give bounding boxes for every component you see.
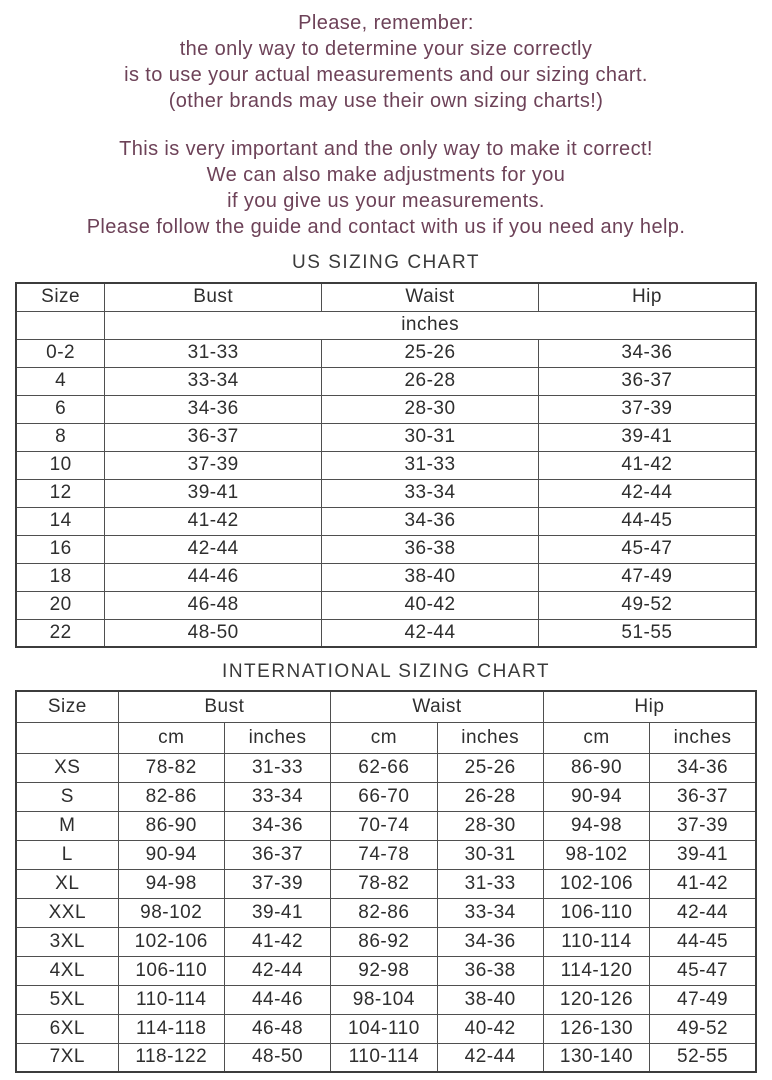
intro-line: if you give us your measurements. (227, 190, 545, 212)
measurement-cell: 86-92 (331, 927, 437, 956)
measurement-cell: 38-40 (322, 563, 539, 591)
table-row (16, 869, 756, 898)
table-row (16, 507, 756, 535)
table-row (16, 1043, 756, 1072)
measurement-cell: 28-30 (322, 395, 539, 423)
unit-cell-waist-cm: cm (331, 722, 437, 753)
size-cell: 4XL (16, 956, 118, 985)
measurement-cell: 38-40 (437, 985, 543, 1014)
table-row (16, 479, 756, 507)
unit-cell-waist-inches: inches (437, 722, 543, 753)
size-cell: 22 (16, 619, 105, 647)
measurement-cell: 42-44 (437, 1043, 543, 1072)
measurement-cell: 41-42 (224, 927, 330, 956)
measurement-cell: 110-114 (331, 1043, 437, 1072)
measurement-cell: 26-28 (322, 367, 539, 395)
measurement-cell: 33-34 (437, 898, 543, 927)
international-sizing-table (15, 690, 757, 1073)
column-header-bust: Bust (118, 691, 331, 722)
us-sizing-table (15, 282, 757, 648)
table-row (16, 898, 756, 927)
table-row (16, 395, 756, 423)
measurement-cell: 37-39 (650, 811, 756, 840)
measurement-cell: 37-39 (538, 395, 756, 423)
measurement-cell: 40-42 (322, 591, 539, 619)
measurement-cell: 92-98 (331, 956, 437, 985)
intro-line: is to use your actual measurements and our sizing chart. (124, 64, 648, 86)
measurement-cell: 25-26 (437, 753, 543, 782)
unit-cell-hip-inches: inches (650, 722, 756, 753)
intro-line: Please, remember: (298, 12, 474, 34)
measurement-cell: 45-47 (650, 956, 756, 985)
measurement-cell: 114-120 (543, 956, 649, 985)
measurement-cell: 26-28 (437, 782, 543, 811)
size-cell: 5XL (16, 985, 118, 1014)
measurement-cell: 102-106 (543, 869, 649, 898)
column-header-size: Size (16, 283, 105, 311)
column-header-hip: Hip (538, 283, 756, 311)
measurement-cell: 82-86 (331, 898, 437, 927)
empty-cell (16, 722, 118, 753)
measurement-cell: 78-82 (118, 753, 224, 782)
measurement-cell: 31-33 (437, 869, 543, 898)
table-row (16, 1014, 756, 1043)
us-header-row (16, 283, 756, 311)
measurement-cell: 78-82 (331, 869, 437, 898)
unit-cell: inches (105, 311, 756, 339)
measurement-cell: 52-55 (650, 1043, 756, 1072)
size-cell: 12 (16, 479, 105, 507)
measurement-cell: 104-110 (331, 1014, 437, 1043)
size-cell: 0-2 (16, 339, 105, 367)
size-cell: 14 (16, 507, 105, 535)
measurement-cell: 42-44 (105, 535, 322, 563)
unit-cell-bust-cm: cm (118, 722, 224, 753)
measurement-cell: 47-49 (650, 985, 756, 1014)
measurement-cell: 31-33 (322, 451, 539, 479)
measurement-cell: 30-31 (437, 840, 543, 869)
measurement-cell: 94-98 (118, 869, 224, 898)
measurement-cell: 34-36 (105, 395, 322, 423)
measurement-cell: 98-102 (543, 840, 649, 869)
measurement-cell: 48-50 (105, 619, 322, 647)
measurement-cell: 39-41 (650, 840, 756, 869)
measurement-cell: 48-50 (224, 1043, 330, 1072)
measurement-cell: 31-33 (105, 339, 322, 367)
measurement-cell: 40-42 (437, 1014, 543, 1043)
measurement-cell: 118-122 (118, 1043, 224, 1072)
size-cell: XL (16, 869, 118, 898)
measurement-cell: 44-46 (224, 985, 330, 1014)
table-row (16, 591, 756, 619)
intro-line: Please follow the guide and contact with us if you need any help. (86, 216, 686, 238)
table-row (16, 956, 756, 985)
table-row (16, 811, 756, 840)
measurement-cell: 44-45 (650, 927, 756, 956)
intro-line: the only way to determine your size correctly (179, 38, 593, 60)
measurement-cell: 42-44 (538, 479, 756, 507)
measurement-cell: 36-37 (105, 423, 322, 451)
measurement-cell: 33-34 (224, 782, 330, 811)
intro-line: This is very important and the only way to make it correct! (119, 138, 653, 160)
measurement-cell: 66-70 (331, 782, 437, 811)
measurement-cell: 37-39 (224, 869, 330, 898)
table-row (16, 619, 756, 647)
measurement-cell: 28-30 (437, 811, 543, 840)
column-header-bust: Bust (105, 283, 322, 311)
measurement-cell: 86-90 (543, 753, 649, 782)
measurement-cell: 90-94 (118, 840, 224, 869)
measurement-cell: 44-45 (538, 507, 756, 535)
size-cell: 10 (16, 451, 105, 479)
measurement-cell: 36-37 (538, 367, 756, 395)
size-cell: 8 (16, 423, 105, 451)
size-cell: 6XL (16, 1014, 118, 1043)
table-row (16, 840, 756, 869)
table-row (16, 451, 756, 479)
measurement-cell: 74-78 (331, 840, 437, 869)
table-row (16, 927, 756, 956)
measurement-cell: 86-90 (118, 811, 224, 840)
measurement-cell: 70-74 (331, 811, 437, 840)
measurement-cell: 44-46 (105, 563, 322, 591)
measurement-cell: 30-31 (322, 423, 539, 451)
column-header-waist: Waist (331, 691, 544, 722)
empty-cell (16, 311, 105, 339)
size-cell: 18 (16, 563, 105, 591)
column-header-waist: Waist (322, 283, 539, 311)
measurement-cell: 47-49 (538, 563, 756, 591)
measurement-cell: 36-38 (322, 535, 539, 563)
size-cell: S (16, 782, 118, 811)
measurement-cell: 34-36 (437, 927, 543, 956)
measurement-cell: 46-48 (105, 591, 322, 619)
measurement-cell: 39-41 (538, 423, 756, 451)
measurement-cell: 126-130 (543, 1014, 649, 1043)
measurement-cell: 36-37 (224, 840, 330, 869)
measurement-cell: 25-26 (322, 339, 539, 367)
measurement-cell: 36-38 (437, 956, 543, 985)
size-cell: 16 (16, 535, 105, 563)
measurement-cell: 37-39 (105, 451, 322, 479)
international-header-row (16, 691, 756, 722)
international-chart-title: INTERNATIONAL SIZING CHART (222, 661, 550, 682)
table-row (16, 423, 756, 451)
size-cell: 20 (16, 591, 105, 619)
measurement-cell: 41-42 (650, 869, 756, 898)
measurement-cell: 94-98 (543, 811, 649, 840)
measurement-cell: 98-102 (118, 898, 224, 927)
measurement-cell: 42-44 (650, 898, 756, 927)
size-cell: XXL (16, 898, 118, 927)
table-row (16, 753, 756, 782)
size-cell: 6 (16, 395, 105, 423)
measurement-cell: 98-104 (331, 985, 437, 1014)
measurement-cell: 34-36 (538, 339, 756, 367)
unit-cell-hip-cm: cm (543, 722, 649, 753)
measurement-cell: 41-42 (538, 451, 756, 479)
table-row (16, 563, 756, 591)
measurement-cell: 45-47 (538, 535, 756, 563)
intro-paragraph-2 (0, 136, 772, 240)
us-chart-title: US SIZING CHART (292, 252, 480, 273)
size-cell: XS (16, 753, 118, 782)
intro-line: (other brands may use their own sizing charts!) (168, 90, 604, 112)
intro-note (0, 0, 772, 240)
measurement-cell: 49-52 (650, 1014, 756, 1043)
measurement-cell: 49-52 (538, 591, 756, 619)
measurement-cell: 106-110 (118, 956, 224, 985)
measurement-cell: 82-86 (118, 782, 224, 811)
measurement-cell: 51-55 (538, 619, 756, 647)
table-row (16, 339, 756, 367)
measurement-cell: 114-118 (118, 1014, 224, 1043)
measurement-cell: 110-114 (543, 927, 649, 956)
measurement-cell: 33-34 (322, 479, 539, 507)
measurement-cell: 62-66 (331, 753, 437, 782)
measurement-cell: 90-94 (543, 782, 649, 811)
table-row (16, 367, 756, 395)
measurement-cell: 39-41 (224, 898, 330, 927)
table-row (16, 985, 756, 1014)
size-cell: M (16, 811, 118, 840)
measurement-cell: 34-36 (224, 811, 330, 840)
measurement-cell: 42-44 (322, 619, 539, 647)
measurement-cell: 41-42 (105, 507, 322, 535)
column-header-hip: Hip (543, 691, 756, 722)
size-cell: 7XL (16, 1043, 118, 1072)
international-unit-row (16, 722, 756, 753)
measurement-cell: 102-106 (118, 927, 224, 956)
measurement-cell: 39-41 (105, 479, 322, 507)
measurement-cell: 34-36 (650, 753, 756, 782)
measurement-cell: 34-36 (322, 507, 539, 535)
us-unit-row (16, 311, 756, 339)
measurement-cell: 110-114 (118, 985, 224, 1014)
column-header-size: Size (16, 691, 118, 722)
table-row (16, 782, 756, 811)
measurement-cell: 33-34 (105, 367, 322, 395)
size-cell: 3XL (16, 927, 118, 956)
measurement-cell: 46-48 (224, 1014, 330, 1043)
measurement-cell: 120-126 (543, 985, 649, 1014)
measurement-cell: 31-33 (224, 753, 330, 782)
measurement-cell: 106-110 (543, 898, 649, 927)
measurement-cell: 42-44 (224, 956, 330, 985)
size-cell: L (16, 840, 118, 869)
intro-paragraph-1 (0, 10, 772, 114)
unit-cell-bust-inches: inches (224, 722, 330, 753)
table-row (16, 535, 756, 563)
intro-line: We can also make adjustments for you (206, 164, 566, 186)
measurement-cell: 130-140 (543, 1043, 649, 1072)
size-cell: 4 (16, 367, 105, 395)
measurement-cell: 36-37 (650, 782, 756, 811)
